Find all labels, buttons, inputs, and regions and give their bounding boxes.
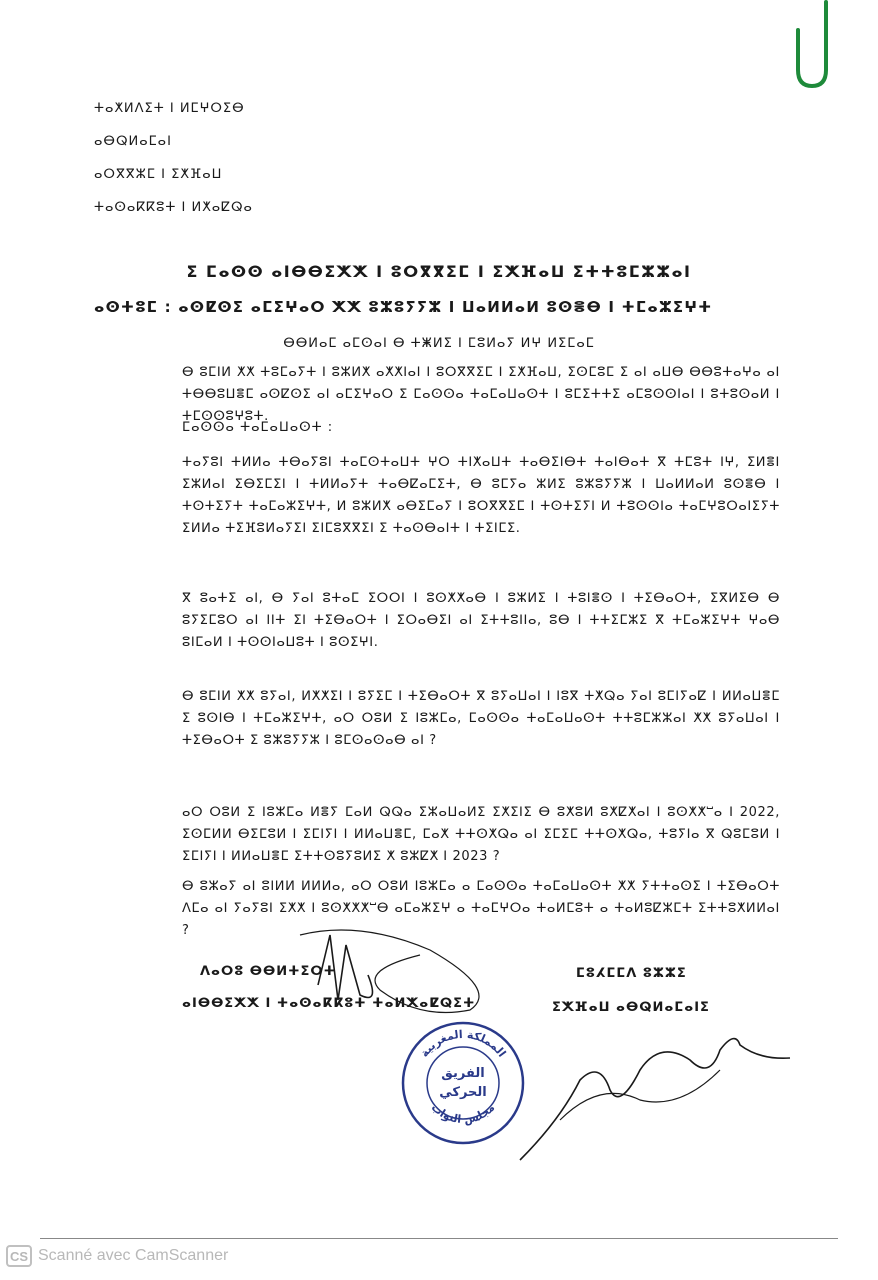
stamp-ring-bottom-text: مجلس النواب [428,1100,498,1127]
paragraph-3: ⴳ ⵓⴰⵜⵉ ⴰⵏ, ⴱ ⵢⴰⵏ ⵓⵜⴰⵎ ⵉⵔⵔⵏ ⵏ ⵓⵙⵅⵅⴰⴱ ⵏ ⵓⵣⵍⵉ ⵏ ⵜⵓⵏⴻⵙ ⵏ ⵜⵉⴱⴰⵔⵜ, ⵉⴳⵍⵉⴱ ⴱ ⵓⵢⵉⵎⵓⵔ ⴰⵏ ⵏⵏⵜ ⵉⵏ ⵜⵉⴱⴰⵔⵜ ⵏ ⵉⵔⴰⴱⵉⵏ ⴰⵏ ⵉⵜⵜⵓⵏⵏⴰ, ⵓⴱ ⵏ ⵜⵜⵉⵎⵣⵉ ⴳ ⵜⵎⴰⵣⵉⵖⵜ ⵖⴰⴱ ⵓⵏⵎⴰⵍ ⵏ ⵜⵙⵙⵏⴰⵡⵓⵜ ⵏ ⵓⵙⵉⵖⵏ. [182,591,780,650]
recipient-address [94,92,253,224]
camscanner-logo-icon: CS [6,1245,32,1267]
camscanner-watermark [6,1245,228,1267]
right-signatory-name: ⵎⵓⵃⵎⵎⴷ ⵓⵣⵣⵉ [576,966,687,981]
left-signatory-name: ⴷⴰⵔⵓ ⴱⴱⵍⵜⵉⵔⵜ [200,964,337,979]
stamp-line-1: الفريق [441,1066,485,1081]
letter-title: ⵉ ⵎⴰⵙⵙ ⴰⵏⴱⴱⵉⵅⵅ ⵏ ⵓⵔⴳⴳⵉⵎ ⵏ ⵉⵅⴼⴰⵡ ⵉⵜⵜⵓⵎⵣⵣⴰⵏ [186,262,692,281]
official-stamp [400,1020,526,1146]
address-line: ⴰⵔⴳⴳⵣⵎ ⵏ ⵉⵅⴼⴰⵡ [94,167,223,182]
letter-subject: ⴰⵙⵜⵓⵎ : ⴰⵙⵇⵙⵉ ⴰⵎⵉⵖⴰⵔ ⵅⵅ ⵓⵣⵓⵢⵢⵣ ⵏ ⵡⴰⵍⵍⴰⵍ ⵓⵙⴻⴱ ⵏ ⵜⵎⴰⵣⵉⵖⵜ [94,298,713,316]
paragraph-5: ⴰⵔ ⵔⵓⵍ ⵉ ⵏⵓⵣⵎⴰ ⵍⴻⵢ ⵎⴰⵍ ⵕⵕⴰ ⵉⵣⴰⵡⴰⵍⵉ ⵉⵅⵉⵏⵉ ⴱ ⵓⵅⵓⵍ ⵓⵅⵇⵅⴰⵏ ⵏ ⵓⵙⵅⵅⵯⴰ ⵏ 2022, ⵉⵙⵎⵍⵍ ⴱⵉⵎⵓⵍ ⵏ ⵉⵎⵏⵢⵏ ⵏ ⵍⵍⴰⵡⴻⵎ, ⵎⴰⵅ ⵜⵜⵙⵅⵕⴰ ⴰⵏ ⵉⵎⵉⵎ ⵜⵜⵙⵅⵕⴰ, ⵜⵓⵢⵏⴰ ⴳ ⵕⵓⵎⵓⵍ ⵏ ⵉⵎⵏⵢⵏ ⵏ ⵍⵍⴰⵡⴻⵎ ⵉⵜⵜⵙⵓⵢⵓⵍⵉ ⵅ ⵓⵣⵇⵅ ⵏ 2023 ? [182,805,780,864]
stamp-line-2: الحركي [439,1085,487,1100]
address-line: ⴰⴱⵕⵍⴰⵎⴰⵏ [94,134,172,149]
right-signatory-role: ⵉⵅⴼⴰⵡ ⴰⴱⵕⵍⴰⵎⴰⵏⵉ [552,1000,710,1015]
left-signatory-role: ⴰⵏⴱⴱⵉⵅⵅ ⵏ ⵜⴰⵙⴰⴽⴽⵓⵜ ⵜⴰⵍⵅⴰⵇⵕⵉⵜ [182,996,476,1011]
letter-subline: ⴱⴱⵍⴰⵎ ⴰⵎⵙⴰⵏ ⴱ ⵜⵥⵍⵉ ⵏ ⵎⵓⵍⴰⵢ ⵍⵖ ⵍⵉⵎⴰⵎ [283,336,595,351]
paragraph-2: ⵜⴰⵢⵓⵏ ⵜⵍⵍⴰ ⵜⴱⴰⵢⵓⵏ ⵜⴰⵎⵙⵜⴰⵡⵜ ⵖⵔ ⵜⵏⵅⴰⵡⵜ ⵜⴰⴱⵉⵏⴱⵜ ⵜⴰⵏⴱⴰⵜ ⴳ ⵜⵎⵓⵜ ⵏⵖ, ⵉⵍⴻⵏ ⵉⵣⵍⴰⵏ ⵉⴱⵉⵎⵉⵏ ⵏ ⵜⵍⵍⴰⵢⵜ ⵜⴰⴱⵇⴰⵎⵉⵜ, ⴱ ⵓⵎⵢⴰ ⵣⵍⵉ ⵓⵣⵓⵢⵢⵣ ⵏ ⵡⴰⵍⵍⴰⵍ ⵓⵙⴻⴱ ⵏ ⵜⵙⵜⵉⵢⵜ ⵜⴰⵎⴰⵣⵉⵖⵜ, ⵍ ⵓⵣⵍⵅ ⴰⴱⵉⵎⴰⵢ ⵏ ⵓⵔⴳⴳⵉⵎ ⵏ ⵜⵙⵜⵉⵢⵏ ⵍ ⵜⵓⵙⵙⵏⴰ ⵜⴰⵎⵖⵓⵔⴰⵏⵉⵢⵜ ⵉⵍⵍⴰ ⵜⵉⴼⵓⵍⴰⵢⵉⵏ ⵉⵏⵎⵓⴳⴳⵉⵏ ⵉ ⵜⴰⵙⴱⴰⵏⵜ ⵏ ⵜⵉⵏⵎⵉ. [182,455,780,536]
paragraph-6: ⴱ ⵓⵣⴰⵢ ⴰⵏ ⵓⵏⵍⵍ ⵍⵍⵍⴰ, ⴰⵔ ⵔⵓⵍ ⵏⵓⵣⵎⴰ ⴰ ⵎⴰⵙⵙⴰ ⵜⴰⵎⴰⵡⴰⵙⵜ ⵅⵅ ⵢⵜⵜⴰⵙⵉ ⵏ ⵜⵉⴱⴰⵔⵜ ⴷⵎⴰ ⴰⵏ ⵢⴰⵢⵓⵏ ⵉⵅⵅ ⵏ ⵓⵙⵅⵅⵅⵯⴱ ⴰⵎⴰⵣⵉⵖ ⴰ ⵜⴰⵎⵖⵔⴰ ⵜⴰⵍⵎⵓⵜ ⴰ ⵜⴰⵍⵓⵇⵣⵎⵜ ⵉⵜⵜⵓⵅⵍⵍⴰⵏ ? [182,879,780,938]
paragraph-intro: ⴱ ⵓⵎⵏⵍ ⵅⵅ ⵜⵓⵎⴰⵢⵜ ⵏ ⵓⵣⵍⵅ ⴰⵅⵅⵏⴰⵏ ⵏ ⵓⵔⴳⴳⵉⵎ ⵏ ⵉⵅⴼⴰⵡ, ⵉⵙⵎⵓⵎ ⵉ ⴰⵏ ⴰⵡⴱ ⴱⴱⵓⵜⴰⵖⴰ ⴰⵏ ⵜⴱⴱⵓⵡⴻⵎ ⴰⵙⵇⵙⵉ ⴰⵏ ⴰⵎⵉⵖⴰⵔ ⵉ ⵎⴰⵙⵙⴰ ⵜⴰⵎⴰⵡⴰⵙⵜ ⵏ ⵓⵎⵉⵜⵜⵉ ⴰⵎⵓⵙⵙⵏⴰⵏ ⵏ ⵓⵜⵓⵙⴰⵍ ⵏ ⵜⵎⵙⵙⵓⵖⵓⵜ. [182,365,780,424]
address-line: ⵜⴰⵙⴰⴽⴽⵓⵜ ⵏ ⵍⵅⴰⵇⵕⴰ [94,200,253,215]
stamp-ring-top-text: المملكة المغربية [417,1027,509,1060]
paperclip-icon [778,0,838,100]
footer-divider [40,1238,838,1239]
stamp-center-text [400,1020,526,1146]
camscanner-text: Scanné avec CamScanner [38,1247,229,1264]
greeting: ⵎⴰⵙⵙⴰ ⵜⴰⵎⴰⵡⴰⵙⵜ : [182,420,334,435]
address-line: ⵜⴰⵅⵍⴷⵉⵜ ⵏ ⵍⵎⵖⵔⵉⴱ [94,101,245,116]
paragraph-4: ⴱ ⵓⵎⵏⵍ ⵅⵅ ⵓⵢⴰⵏ, ⵍⵅⵅⵉⵏ ⵏ ⵓⵢⵉⵎ ⵏ ⵜⵉⴱⴰⵔⵜ ⴳ ⵓⵢⴰⵡⴰⵏ ⵏ ⵏⵓⴳ ⵜⵅⵕⴰ ⵢⴰⵏ ⵓⵎⵏⵢⴰⵇ ⵏ ⵍⵍⴰⵡⴻⵎ ⵉ ⵓⵙⵏⴱ ⵏ ⵜⵎⴰⵣⵉⵖⵜ, ⴰⵔ ⵔⵓⵍ ⵉ ⵏⵓⵣⵎⴰ, ⵎⴰⵙⵙⴰ ⵜⴰⵎⴰⵡⴰⵙⵜ ⵜⵜⵓⵎⵣⵣⴰⵏ ⵅⵅ ⵓⵢⴰⵡⴰⵏ ⵏ ⵜⵉⴱⴰⵔⵜ ⵉ ⵓⵣⵓⵢⵢⵣ ⵏ ⵓⵎⵙⴰⵙⴰⴱ ⴰⵏ ? [182,689,780,748]
